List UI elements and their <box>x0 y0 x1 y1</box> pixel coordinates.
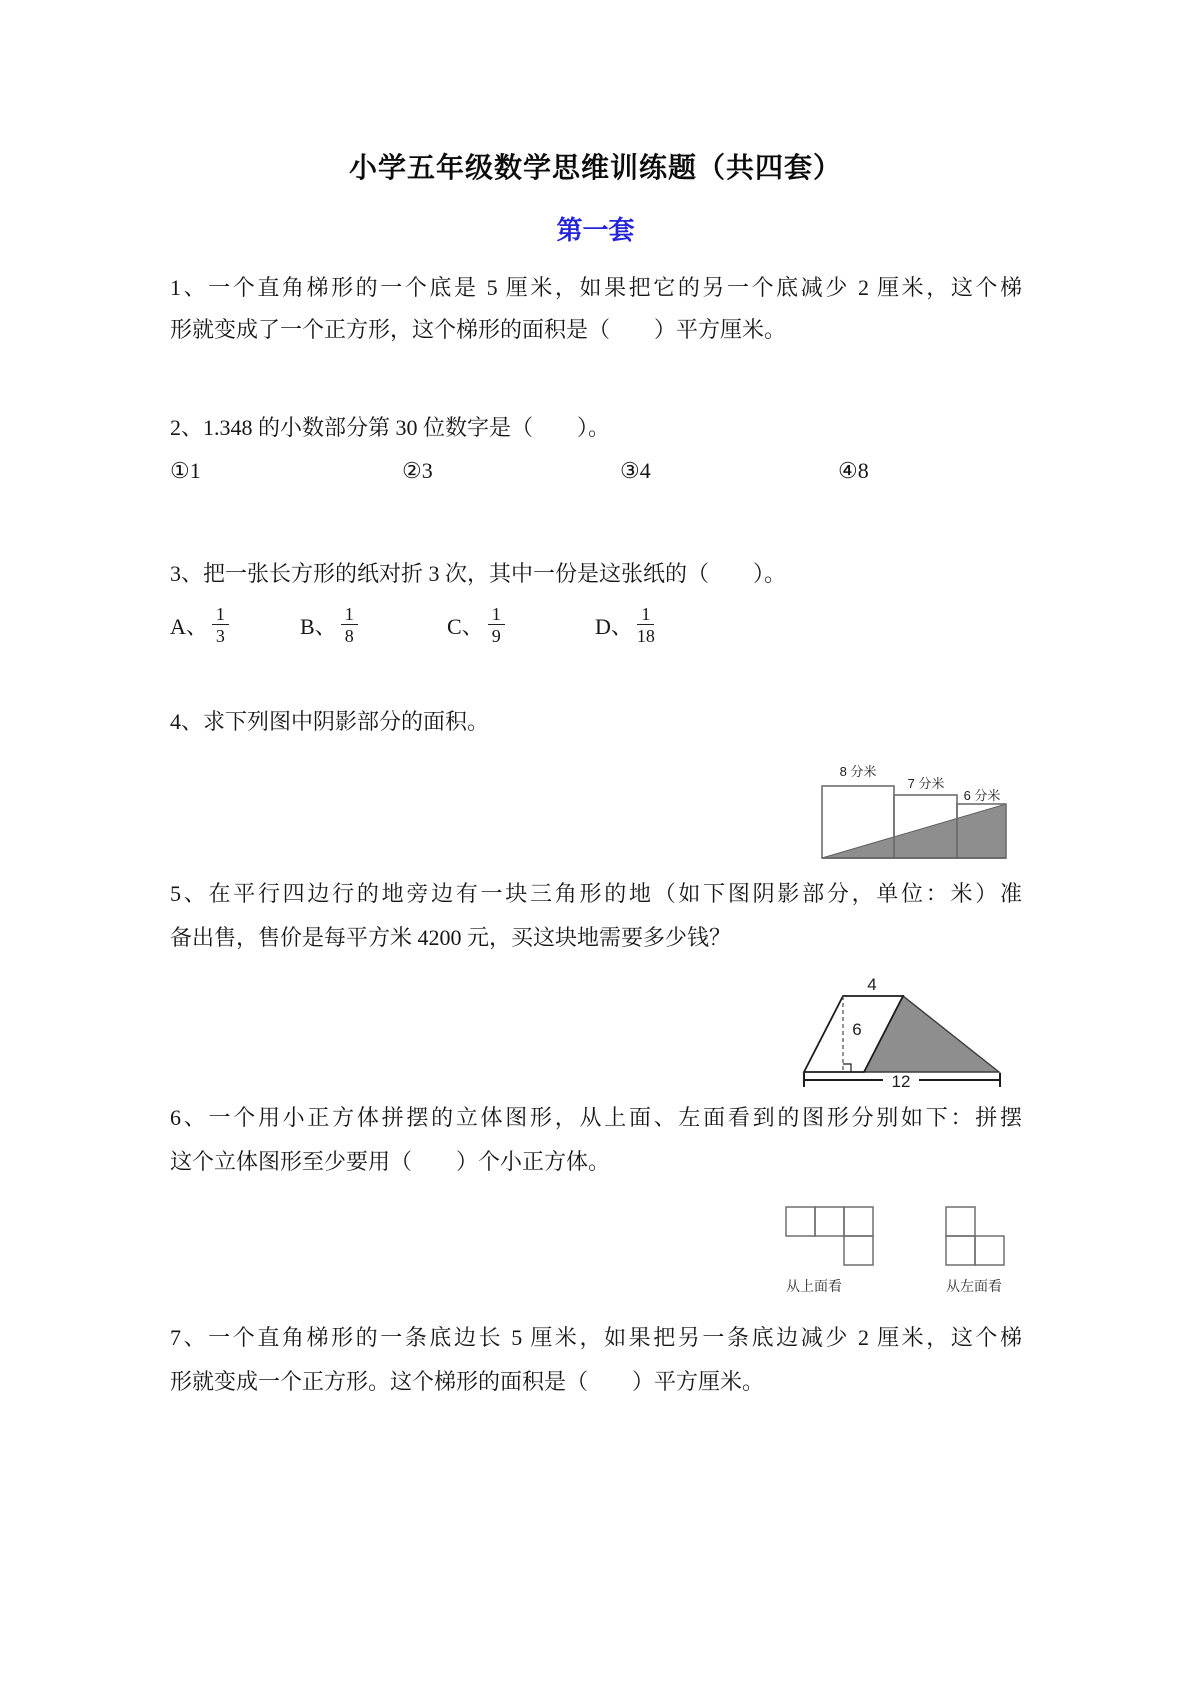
question-6-line-1: 6、一个用小正方体拼摆的立体图形，从上面、左面看到的图形分别如下：拼摆 <box>170 1105 1022 1130</box>
q2-option-1: ①1 <box>170 458 201 483</box>
question-3-text: 3、把一张长方形的纸对折 3 次，其中一份是这张纸的（ ）。 <box>170 561 787 586</box>
question-1-line-1: 1、一个直角梯形的一个底是 5 厘米，如果把它的另一个底减少 2 厘米，这个梯 <box>170 275 1022 300</box>
option-letter: A、 <box>170 613 208 639</box>
cell <box>786 1207 815 1236</box>
q6-top-view-figure <box>785 1206 875 1268</box>
page-title: 小学五年级数学思维训练题（共四套） <box>348 153 842 184</box>
label-base-12: 12 <box>891 1072 911 1091</box>
option-letter: C、 <box>447 613 484 639</box>
label-top-4: 4 <box>867 977 877 994</box>
question-2-text: 2、1.348 的小数部分第 30 位数字是（ ）。 <box>170 415 611 440</box>
fraction-numerator: 1 <box>212 604 229 625</box>
caption-left-view: 从左面看 <box>946 1278 1002 1294</box>
shaded-triangle <box>822 804 1006 858</box>
cell <box>975 1236 1004 1265</box>
q3-option-b <box>300 596 358 654</box>
fraction-denominator: 18 <box>636 626 655 646</box>
cell <box>844 1207 873 1236</box>
fraction <box>212 604 229 646</box>
label-8-dm: 8 分米 <box>839 764 877 779</box>
fraction-numerator: 1 <box>488 604 505 625</box>
cell <box>815 1207 844 1236</box>
fraction-denominator: 8 <box>344 626 354 646</box>
question-7-line-1: 7、一个直角梯形的一条底边长 5 厘米，如果把另一条底边减少 2 厘米，这个梯 <box>170 1325 1022 1350</box>
label-7-dm: 7 分米 <box>907 776 945 791</box>
label-height-6: 6 <box>852 1020 862 1039</box>
q5-figure-land-plot <box>797 977 1009 1095</box>
cell <box>946 1236 975 1265</box>
question-5-line-2: 备出售，售价是每平方米 4200 元，买这块地需要多少钱？ <box>170 925 732 950</box>
question-4-text: 4、求下列图中阴影部分的面积。 <box>170 709 490 734</box>
q2-option-4: ④8 <box>838 458 869 483</box>
q6-left-view-figure <box>945 1206 1007 1268</box>
q3-option-d <box>595 596 655 654</box>
option-letter: D、 <box>595 613 633 639</box>
q3-option-c <box>447 596 505 654</box>
fraction <box>341 604 358 646</box>
cell <box>946 1207 975 1236</box>
question-7-line-2: 形就变成一个正方形。这个梯形的面积是（ ）平方厘米。 <box>170 1369 765 1394</box>
question-5-line-1: 5、在平行四边行的地旁边有一块三角形的地（如下图阴影部分，单位：米）准 <box>170 881 1022 906</box>
fraction <box>488 604 505 646</box>
caption-top-view: 从上面看 <box>786 1278 842 1294</box>
section-title: 第一套 <box>556 216 635 245</box>
fraction <box>637 604 655 646</box>
fraction-numerator: 1 <box>637 604 654 625</box>
fraction-denominator: 9 <box>491 626 501 646</box>
cell <box>844 1236 873 1265</box>
question-1-line-2: 形就变成了一个正方形，这个梯形的面积是（ ）平方厘米。 <box>170 317 787 342</box>
q2-option-3: ③4 <box>620 458 651 483</box>
label-6-dm: 6 分米 <box>963 788 1001 803</box>
fraction-numerator: 1 <box>341 604 358 625</box>
question-6-line-2: 这个立体图形至少要用（ ）个小正方体。 <box>170 1149 611 1174</box>
q4-figure-shaded-area <box>818 758 1010 866</box>
fraction-denominator: 3 <box>215 626 225 646</box>
q2-option-2: ②3 <box>402 458 433 483</box>
q3-option-a <box>170 596 229 654</box>
option-letter: B、 <box>300 613 337 639</box>
